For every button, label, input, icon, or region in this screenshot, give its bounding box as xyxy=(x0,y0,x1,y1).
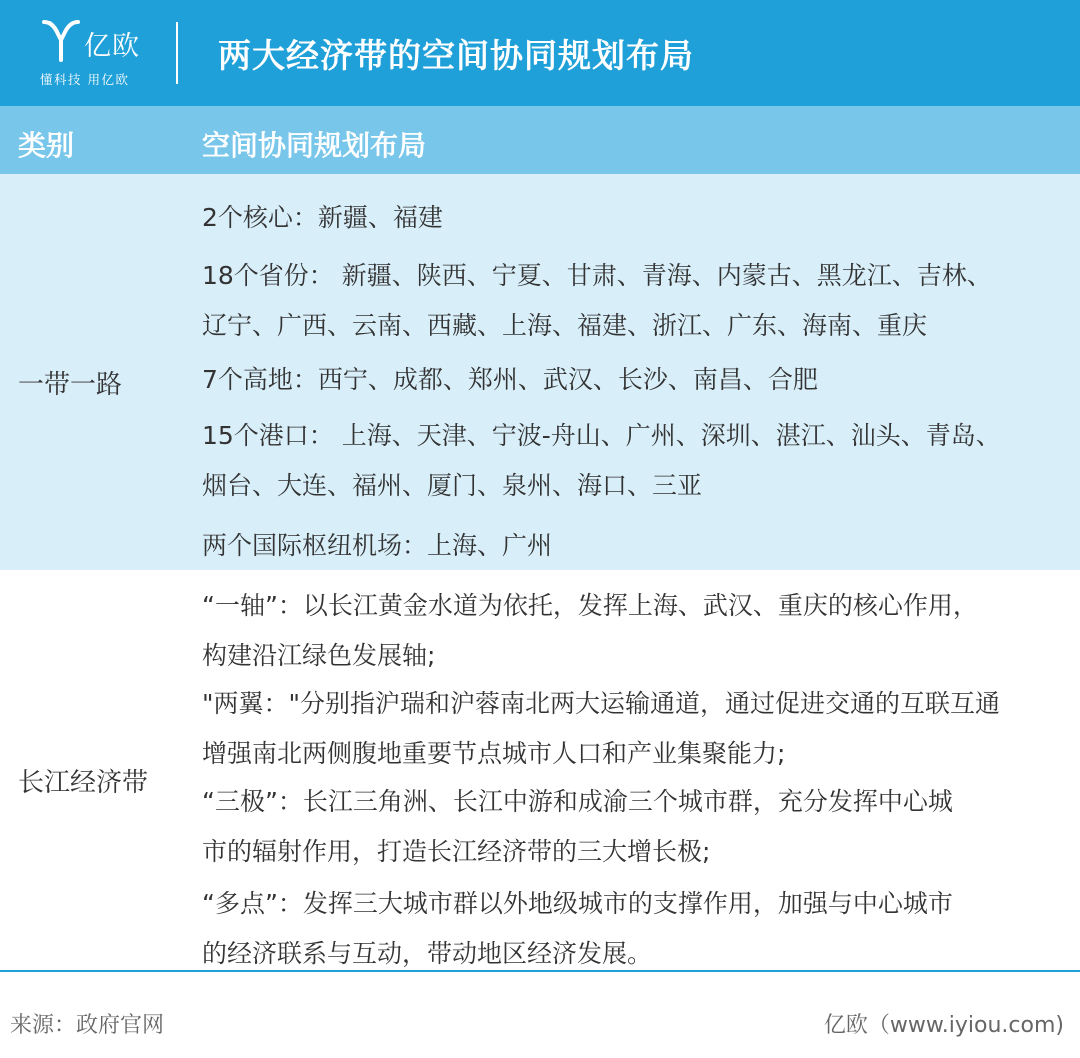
row-line: 2个核心：新疆、福建 xyxy=(202,203,443,232)
row-line: “多点”：发挥三大城市群以外地级城市的支撑作用，加强与中心城市 xyxy=(202,889,953,918)
logo xyxy=(36,14,146,92)
logo-name: 亿欧 xyxy=(84,31,140,62)
header-bar xyxy=(0,0,1080,106)
credit-note: 亿欧（www.iyiou.com) xyxy=(823,1013,1064,1038)
source-note: 来源：政府官网 xyxy=(10,1013,165,1038)
logo-y-icon xyxy=(42,18,80,62)
row-line: 市的辐射作用，打造长江经济带的三大增长极; xyxy=(202,837,711,866)
column-header-category: 类别 xyxy=(18,129,75,162)
row-line: 两个国际枢纽机场：上海、广州 xyxy=(202,531,553,560)
column-header-layout: 空间协同规划布局 xyxy=(202,129,427,162)
row-line: 构建沿江绿色发展轴; xyxy=(202,641,436,670)
row-line: 15个港口： 上海、天津、宁波-舟山、广州、深圳、湛江、汕头、青岛、 xyxy=(202,421,1001,450)
page-title: 两大经济带的空间协同规划布局 xyxy=(218,36,694,75)
row-category: 一带一路 xyxy=(18,370,123,400)
table-header-row xyxy=(0,106,1080,174)
logo-slogan: 懂科技 用亿欧 xyxy=(40,72,130,87)
header-divider xyxy=(176,22,178,84)
row-line: "两翼："分别指沪瑞和沪蓉南北两大运输通道，通过促进交通的互联互通 xyxy=(202,689,1001,718)
row-line: 增强南北两侧腹地重要节点城市人口和产业集聚能力; xyxy=(202,739,786,768)
row-line: 的经济联系与互动，带动地区经济发展。 xyxy=(202,939,653,968)
table-row-belt-and-road xyxy=(0,174,1080,570)
row-line: 7个高地：西宁、成都、郑州、武汉、长沙、南昌、合肥 xyxy=(202,365,818,394)
row-line: 烟台、大连、福州、厦门、泉州、海口、三亚 xyxy=(202,471,703,500)
row-category: 长江经济带 xyxy=(18,768,149,798)
table-bottom-rule xyxy=(0,970,1080,972)
table-row-yangtze-economic-belt xyxy=(0,570,1080,970)
row-line: 18个省份： 新疆、陕西、宁夏、甘肃、青海、内蒙古、黑龙江、吉林、 xyxy=(202,261,992,290)
row-line: 辽宁、广西、云南、西藏、上海、福建、浙江、广东、海南、重庆 xyxy=(202,311,928,340)
row-line: “三极”：长江三角洲、长江中游和成渝三个城市群，充分发挥中心城 xyxy=(202,787,953,816)
row-line: “一轴”：以长江黄金水道为依托，发挥上海、武汉、重庆的核心作用， xyxy=(202,591,978,620)
